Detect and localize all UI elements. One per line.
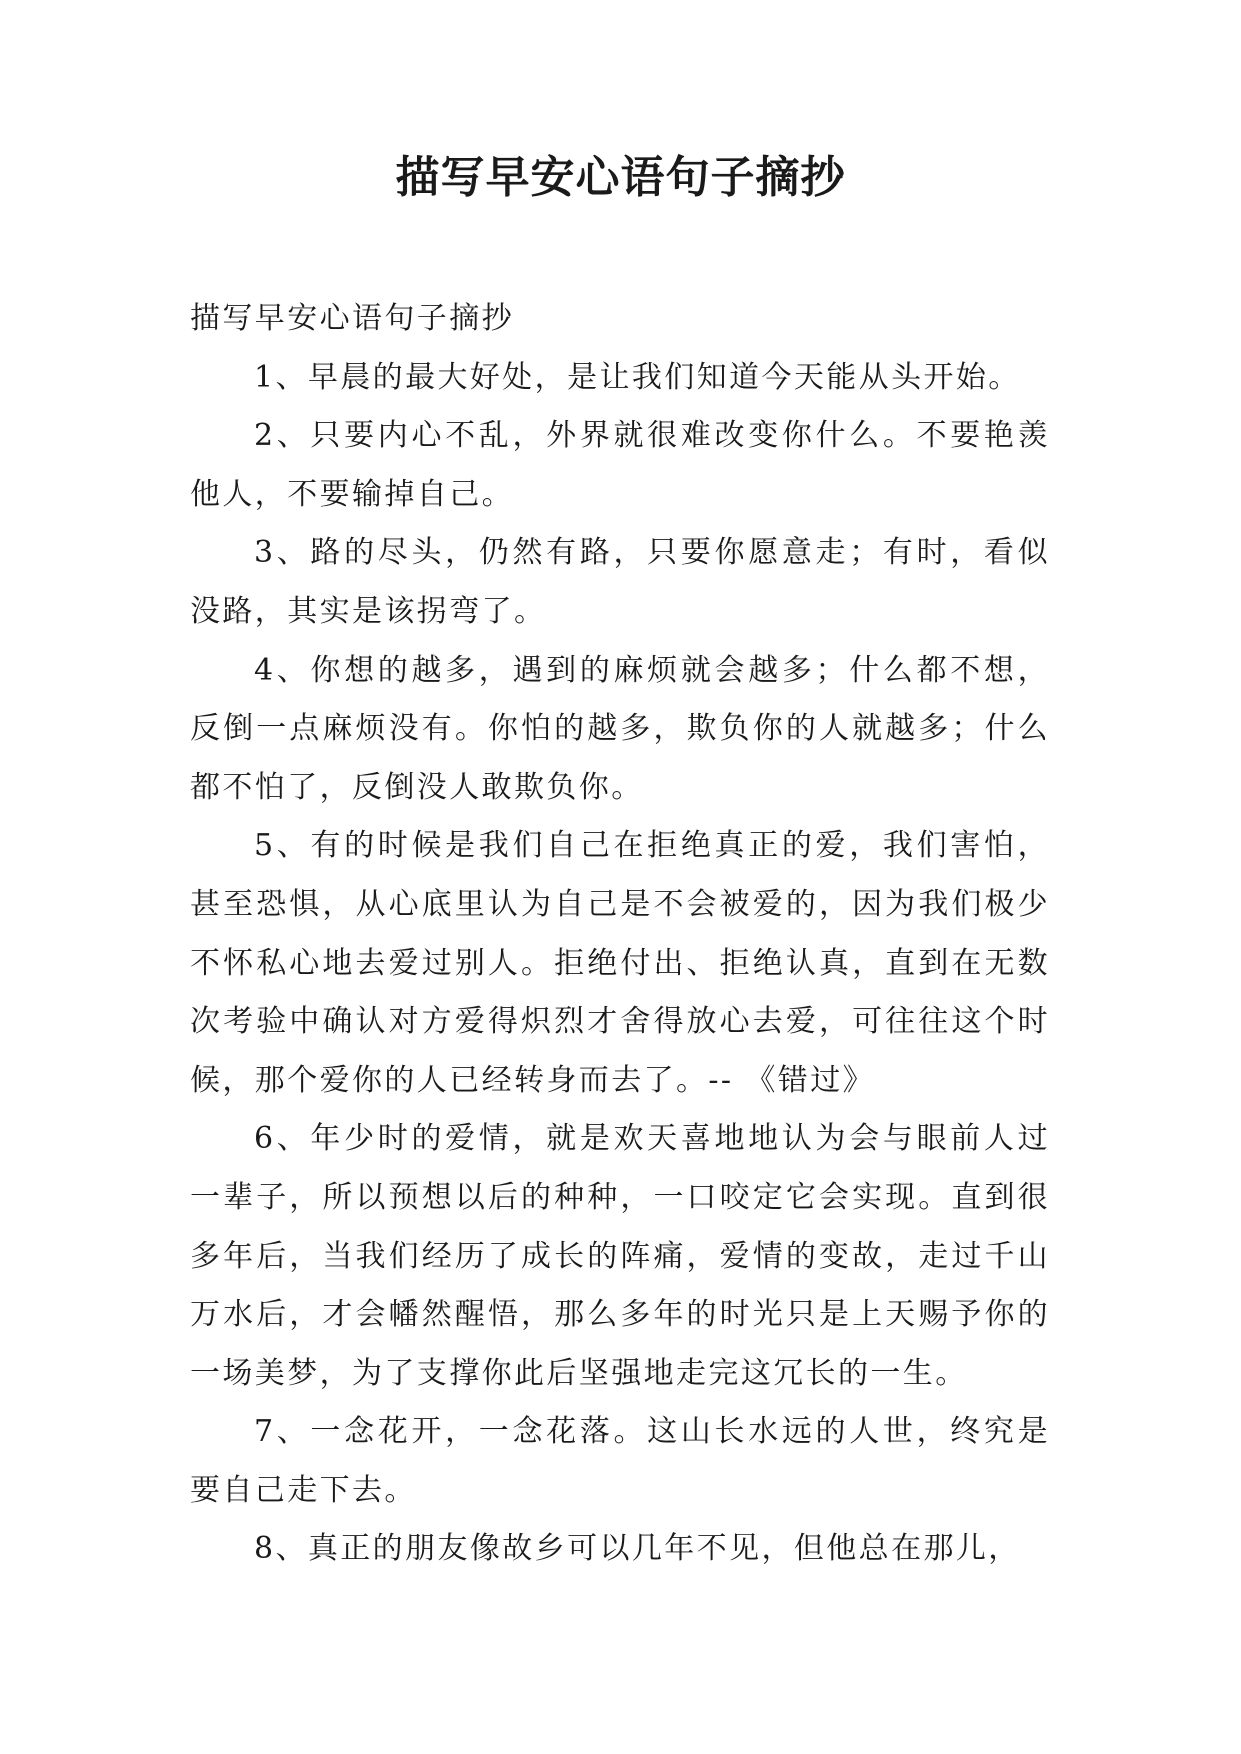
paragraph-8: 8、真正的朋友像故乡可以几年不见，但他总在那儿， (254, 1531, 1021, 1567)
paragraph-2: 2、只要内心不乱，外界就很难改变你什么。不要艳羡他人，不要输掉自己。 (190, 418, 1050, 512)
document-title: 描写早安心语句子摘抄 (395, 152, 846, 203)
paragraph-4: 4、你想的越多，遇到的麻烦就会越多；什么都不想，反倒一点麻烦没有。你怕的越多，欺负你的人就越多；什么都不怕了，反倒没人敢欺负你。 (190, 652, 1050, 805)
paragraph-6: 6、年少时的爱情，就是欢天喜地地认为会与眼前人过一辈子，所以预想以后的种种，一口咬定它会实现。直到很多年后，当我们经历了成长的阵痛，爱情的变故，走过千山万水后，才会幡然醒悟，那么多年的时光只是上天赐予你的一场美梦，为了支撑你此后坚强地走完这冗长的一生。 (190, 1121, 1050, 1391)
paragraph-7: 7、一念花开，一念花落。这山长水远的人世，终究是要自己走下去。 (190, 1414, 1050, 1508)
body-heading: 描写早安心语句子摘抄 (190, 301, 514, 336)
paragraph-3: 3、路的尽头，仍然有路，只要你愿意走；有时，看似没路，其实是该拐弯了。 (190, 535, 1050, 629)
paragraph-5: 5、有的时候是我们自己在拒绝真正的爱，我们害怕，甚至恐惧，从心底里认为自己是不会被爱的，因为我们极少不怀私心地去爱过别人。拒绝付出、拒绝认真，直到在无数次考验中确认对方爱得炽烈才舍得放心去爱，可往往这个时候，那个爱你的人已经转身而去了。-- 《错过》 (190, 828, 1050, 1098)
document-body (190, 290, 1050, 1579)
paragraph-1: 1、早晨的最大好处，是让我们知道今天能从头开始。 (254, 359, 1021, 395)
